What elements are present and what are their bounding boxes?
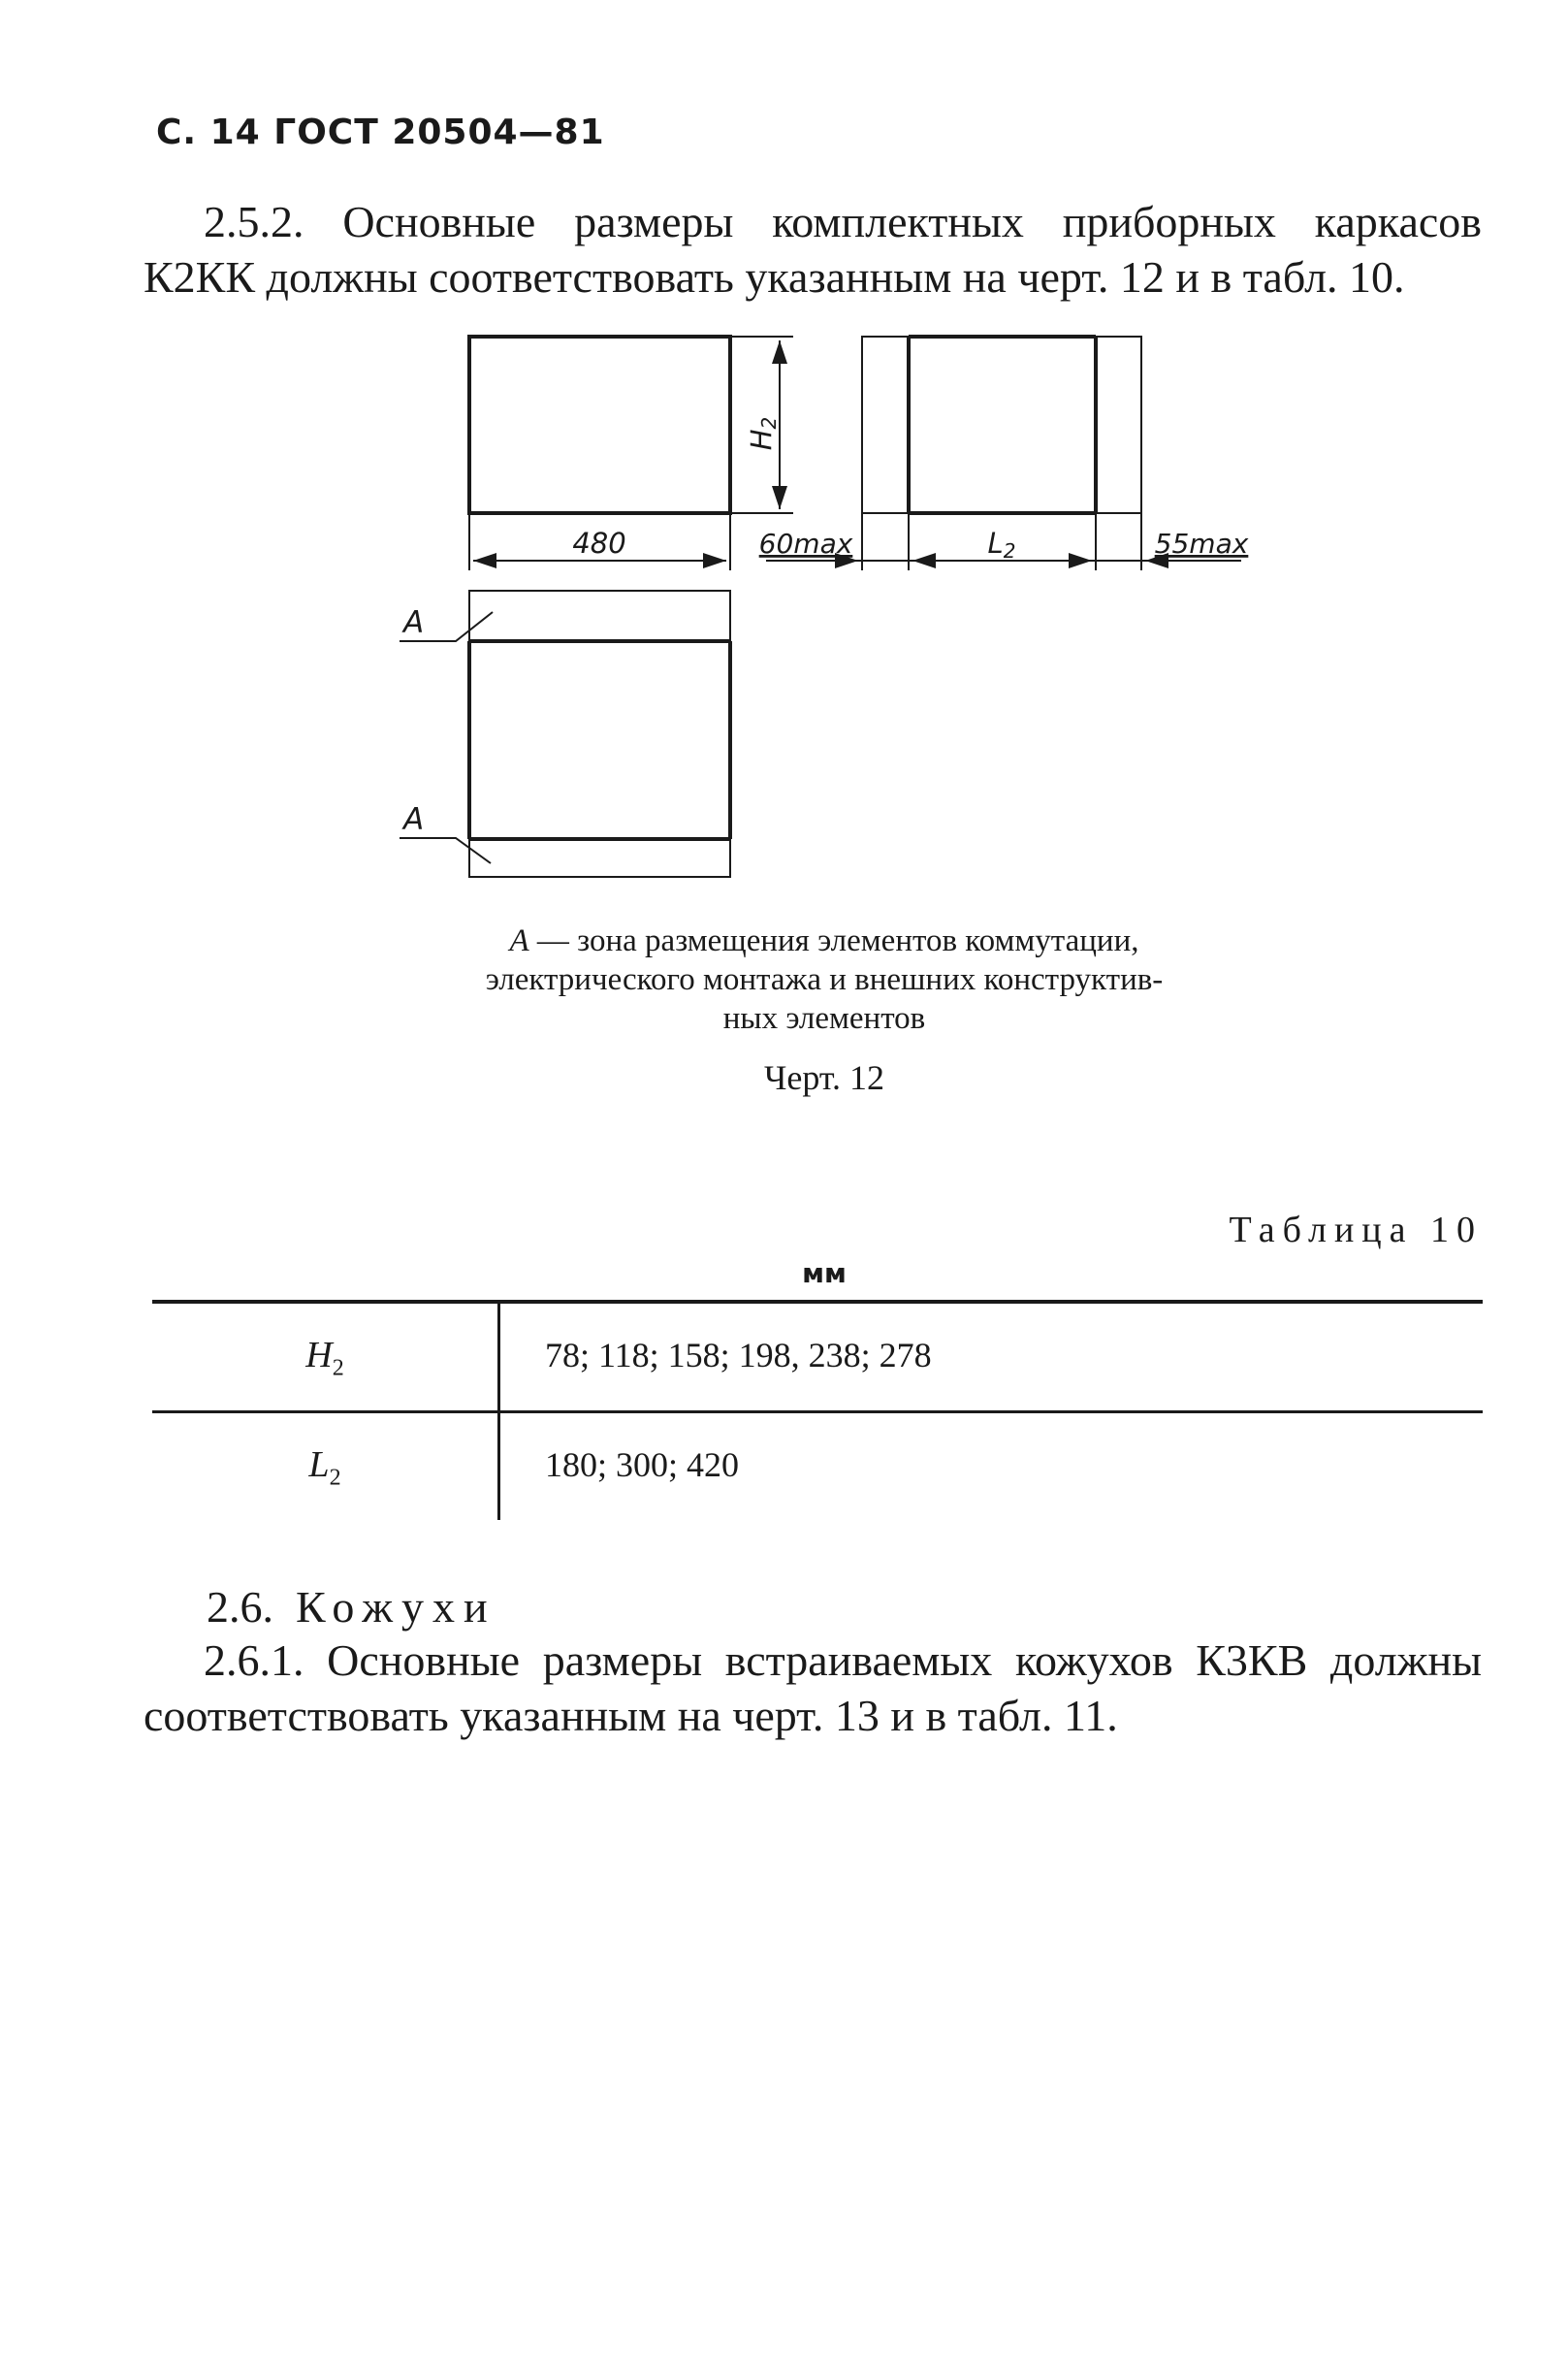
side-view-outline — [862, 337, 1141, 513]
paragraph-line: 2.5.2. Основные размеры комплектных приборных каркасов — [204, 197, 1482, 246]
caption-line: электрического монтажа и внешних конструктив- — [485, 962, 1164, 997]
table-row-values: 78; 118; 158; 198, 238; 278 — [545, 1336, 932, 1374]
front-view-outline — [469, 337, 730, 513]
table-unit: мм — [802, 1257, 847, 1289]
top-view-outline — [469, 591, 730, 877]
figure-label: Черт. 12 — [764, 1058, 884, 1097]
zone-a-label-top: А — [403, 605, 425, 640]
table-row-name: $H_2$ — [305, 1335, 344, 1381]
page-header: С. 14 ГОСТ 20504—81 — [156, 113, 605, 152]
table-column-divider — [497, 1413, 500, 1520]
zone-a-leader-bottom — [400, 838, 491, 863]
zone-a-label-bottom: А — [403, 802, 425, 837]
section-heading: 2.6. Кожухи — [207, 1582, 496, 1632]
caption-line: А — зона размещения элементов коммутации, — [509, 923, 1139, 958]
dimension-60max-label: 60max — [758, 528, 853, 560]
dimension-h2-label: H2 — [745, 416, 781, 451]
paragraph-line: 2.6.1. Основные размеры встраиваемых кожухов К3КВ должны — [204, 1635, 1482, 1685]
table-title: Таблица 10 — [1229, 1210, 1483, 1250]
table-rule-top — [152, 1300, 1483, 1304]
dimension-480-label: 480 — [572, 527, 626, 560]
paragraph-line: К2КК должны соответствовать указанным на черт. 12 и в табл. 10. — [144, 252, 1405, 302]
table-rule-middle — [152, 1410, 1483, 1413]
paragraph-2-6-1 — [144, 1633, 1482, 1743]
dimension-l2-label: L2 — [987, 527, 1016, 563]
table-column-divider — [497, 1304, 500, 1410]
dimension-55max-label: 55max — [1154, 528, 1249, 560]
table-row-values: 180; 300; 420 — [545, 1445, 740, 1484]
paragraph-line: соответствовать указанным на черт. 13 и в табл. 11. — [144, 1691, 1118, 1740]
table-row-name: $L_2$ — [308, 1444, 341, 1491]
figure-caption — [388, 921, 1261, 1038]
caption-line: ных элементов — [722, 1001, 926, 1036]
